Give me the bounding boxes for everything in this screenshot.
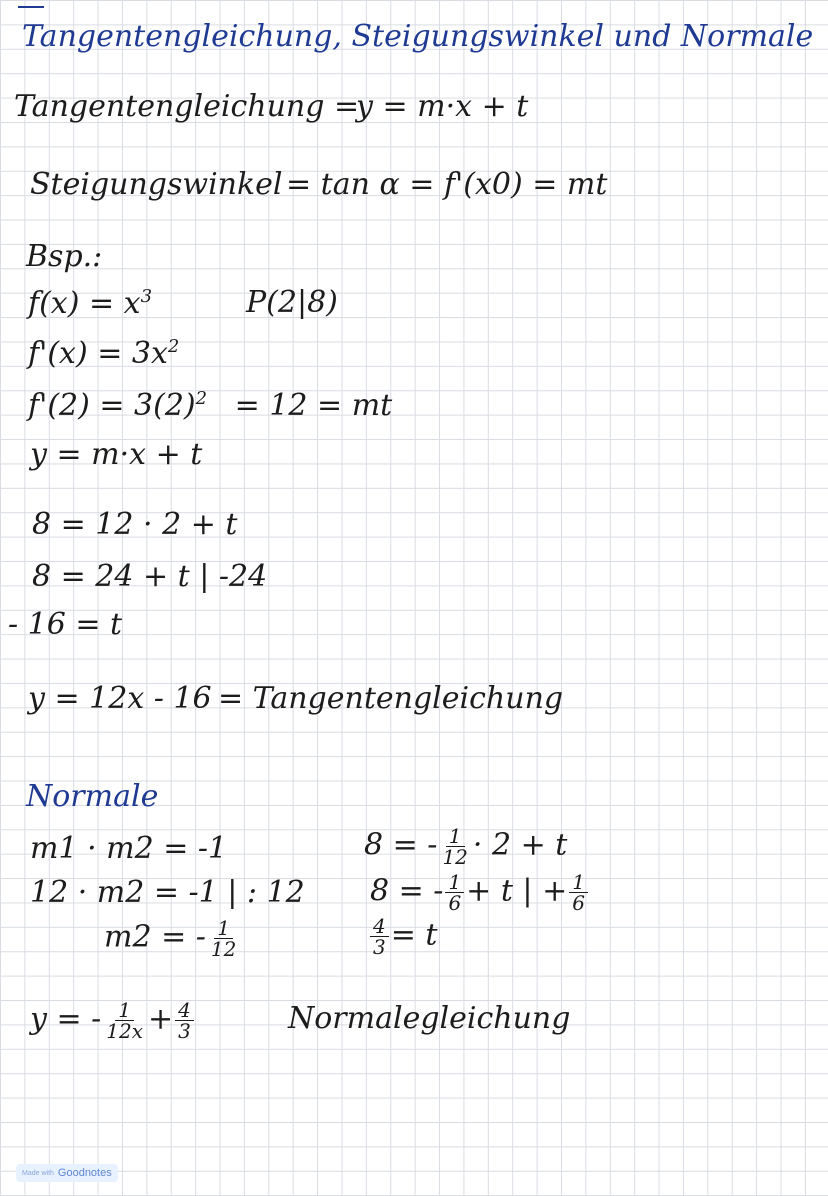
- calc-step-1: 8 = 12 · 2 + t: [32, 507, 238, 542]
- normal-m2-fraction: $\frac{1}{12}$: [210, 916, 237, 961]
- derivative-text: f'(x) = 3x: [28, 336, 168, 371]
- slope-angle-formula: = tan α = f'(x0) = mt: [286, 167, 608, 202]
- normal-eq-text: y = -: [30, 1001, 102, 1037]
- tangent-equation-label: Tangentengleichung =: [14, 89, 360, 124]
- function-definition-text: f(x) = x: [28, 286, 141, 321]
- example-label: Bsp.:: [26, 239, 103, 274]
- title-underline-mark: [18, 6, 44, 8]
- normal-right-line-3: [368, 916, 437, 957]
- normal-right-line-1: [364, 826, 567, 867]
- normal-right-2-text-b: + t | +: [466, 873, 568, 909]
- tangent-equation-formula: y = m·x + t: [356, 89, 529, 124]
- normal-right-2-text-a: 8 = -: [370, 873, 444, 909]
- function-exponent: 3: [140, 286, 153, 307]
- slope-angle-label: Steigungswinkel: [30, 167, 283, 202]
- derivative-eval-text: f'(2) = 3(2): [28, 388, 196, 423]
- normal-right-1-fraction: $\frac{1}{12}$: [442, 824, 468, 869]
- function-definition: [28, 288, 152, 319]
- watermark-made-with: Made with: [22, 1169, 54, 1177]
- derivative-eval-result: = 12 = mt: [234, 388, 393, 423]
- general-tangent-formula: y = m·x + t: [30, 437, 203, 472]
- point-label: P(2|8): [246, 285, 338, 320]
- derivative-evaluation: [28, 390, 392, 421]
- normal-right-1-text-a: 8 = -: [364, 827, 438, 863]
- normal-eq-fraction-b: $\frac{4}{3}$: [175, 1000, 194, 1041]
- normal-m2-text: m2 = -: [104, 919, 206, 955]
- calc-step-3: - 16 = t: [8, 607, 123, 642]
- derivative-definition: [28, 338, 179, 369]
- normal-equation: [30, 1000, 196, 1041]
- normal-left-line-3: [104, 918, 241, 959]
- normal-heading: Normale: [26, 779, 159, 814]
- normal-right-2-fraction-a: $\frac{1}{6}$: [445, 872, 464, 913]
- tangent-result-equation: y = 12x - 16: [28, 681, 212, 716]
- derivative-exponent: 2: [167, 336, 180, 357]
- calc-step-2: 8 = 24 + t | -24: [32, 559, 268, 594]
- normal-eq-plus: +: [148, 1001, 174, 1037]
- normal-left-line-1: m1 · m2 = -1: [30, 831, 228, 866]
- normal-right-3-fraction: $\frac{4}{3}$: [370, 916, 389, 957]
- tangent-result-label: = Tangentengleichung: [218, 681, 564, 716]
- normal-eq-fraction-a: $\frac{1}{12x}$: [106, 998, 144, 1043]
- goodnotes-watermark: [16, 1164, 118, 1182]
- watermark-brand: Goodnotes: [57, 1167, 112, 1179]
- normal-left-line-2: 12 · m2 = -1 | : 12: [30, 875, 305, 910]
- normal-right-2-fraction-b: $\frac{1}{6}$: [569, 872, 588, 913]
- derivative-eval-exponent: 2: [195, 388, 208, 409]
- normal-right-3-text: = t: [390, 917, 438, 953]
- normal-equation-label: Normalegleichung: [288, 1001, 571, 1036]
- page-title: Tangentengleichung, Steigungswinkel und Normale: [22, 19, 814, 54]
- normal-right-1-text-b: · 2 + t: [472, 827, 568, 863]
- normal-right-line-2: [370, 872, 590, 913]
